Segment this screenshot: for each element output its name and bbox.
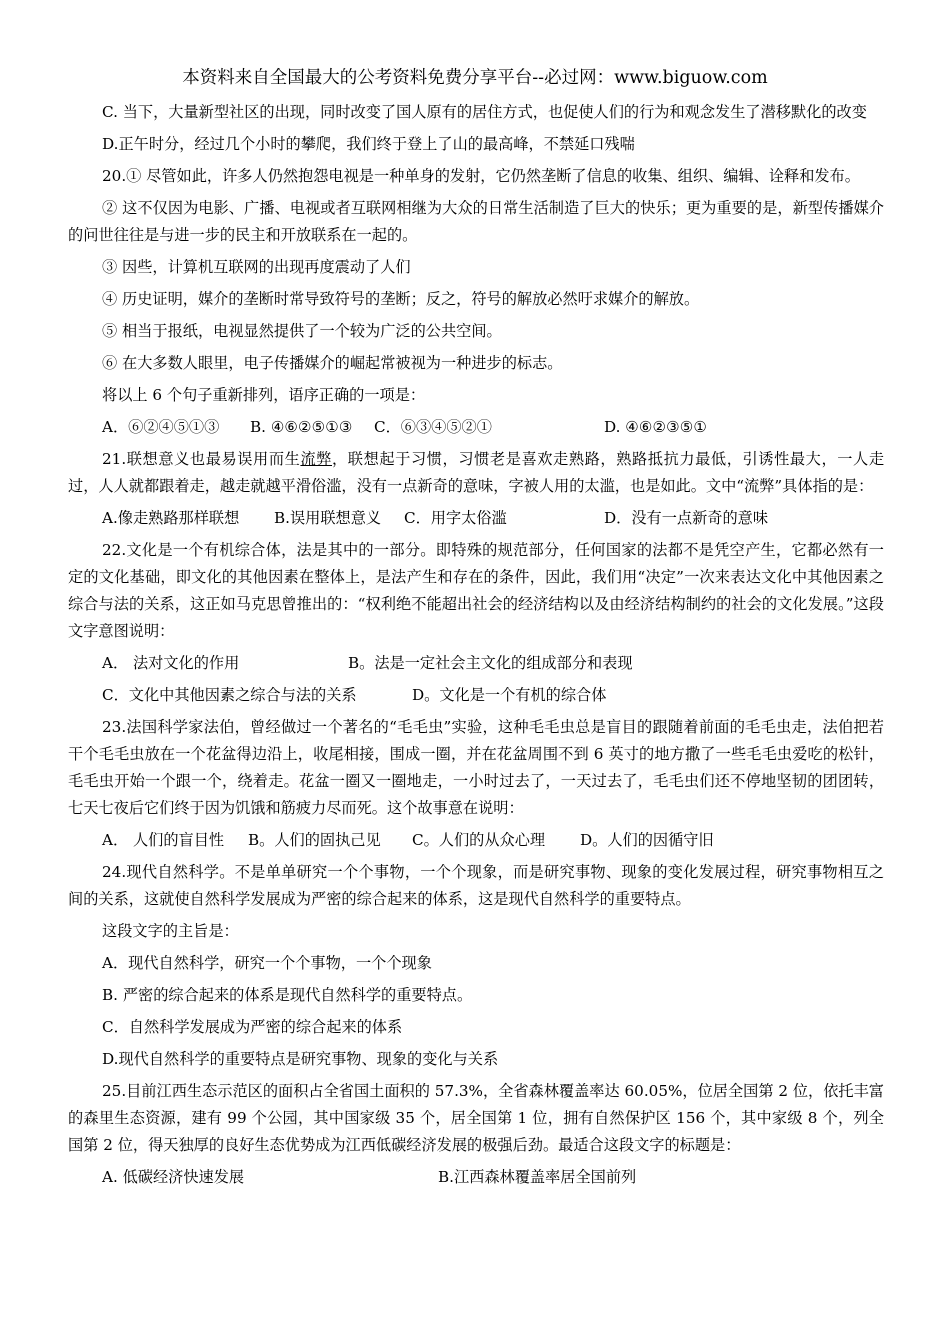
q21-option-c: C．用字太俗滥 [404, 509, 507, 527]
q21-passage [68, 443, 884, 502]
q21-options [68, 502, 884, 534]
q19-option-c: C. 当下，大量新型社区的出现，同时改变了国人原有的居住方式，也促使人们的行为和观念发生了潜移默化的改变 [102, 103, 867, 121]
q20-sentence-2: ② 这不仅因为电影、广播、电视或者互联网相继为大众的日常生活制造了巨大的快乐；更为重要的是，新型传播媒介的问世往往是与进一步的民主和开放联系在一起的。 [68, 199, 884, 244]
q22-option-d: D。文化是一个有机的综合体 [412, 686, 607, 704]
q20-option-a: A．⑥②④⑤①③ [102, 418, 220, 436]
q20-sentence-1: 20.① 尽管如此，许多人仍然抱怨电视是一种单身的发射，它仍然垄断了信息的收集、组织、编辑、诠释和发布。 [102, 167, 860, 185]
q23-option-a: A． 人们的盲目性 [102, 831, 225, 849]
page-header: 本资料来自全国最大的公考资料免费分享平台--必过网：www.biguow.com [182, 68, 768, 88]
q21-underlined-term: 流弊 [300, 450, 333, 468]
q24-stem: 这段文字的主旨是： [102, 922, 239, 940]
q21-option-d: D．没有一点新奇的意味 [604, 509, 769, 527]
q25-passage: 25.目前江西生态示范区的面积占全省国土面积的 57.3%，全省森林覆盖率达 60.05%，位居全国第 2 位，依托丰富的森里生态资源，建有 99 个公园，其中国家级 35 个，居全国第 1 位，拥有自然保护区 156 个，其中家级 8 个，列全国第 2 位，得天独厚的良好生态优势成为江西低碳经济发展的极强后劲。最适合这段文字的标题是： [68, 1082, 884, 1154]
q25-options [68, 1161, 884, 1193]
q24-passage: 24.现代自然科学。不是单单研究一个个事物，一个个现象，而是研究事物、现象的变化发展过程，研究事物相互之间的关系，这就使自然科学发展成为严密的综合起来的体系，这是现代自然科学的重要特点。 [68, 863, 884, 908]
q20-options [68, 411, 884, 443]
q25-option-a: A. 低碳经济快速发展 [102, 1168, 245, 1186]
q21-passage-end: ，联想起于习惯，习惯老是喜欢走熟路，熟路抵抗力最低，引诱性最大，一人走过，人人就都跟着走，越走就越平滑俗滥，没有一点新奇的意味，字被人用的太滥，也是如此。文中“流弊”具体指的是： [68, 450, 885, 495]
q24-option-a: A．现代自然科学，研究一个个事物，一个个现象 [102, 954, 432, 972]
q22-option-c: C．文化中其他因素之综合与法的关系 [102, 686, 357, 704]
q25-option-b: B.江西森林覆盖率居全国前列 [438, 1168, 637, 1186]
q22-options-row-2 [68, 679, 884, 711]
document-body [68, 96, 884, 1193]
q21-option-a: A.像走熟路那样联想 [102, 509, 240, 527]
q20-sentence-3: ③ 因些，计算机互联网的出现再度震动了人们 [102, 258, 411, 276]
q23-option-d: D。人们的因循守旧 [580, 831, 714, 849]
q20-option-b: B. ④⑥②⑤①③ [250, 418, 353, 436]
q21-option-b: B.误用联想意义 [274, 509, 382, 527]
q20-option-c: C．⑥③④⑤②① [374, 418, 492, 436]
q20-sentence-5: ⑤ 相当于报纸，电视显然提供了一个较为广泛的公共空间。 [102, 322, 502, 340]
q19-option-d: D.正午时分，经过几个小时的攀爬，我们终于登上了山的最高峰，不禁延口残喘 [102, 135, 635, 153]
q23-option-b: B。人们的固执己见 [248, 831, 381, 849]
q20-sentence-6: ⑥ 在大多数人眼里，电子传播媒介的崛起常被视为一种进步的标志。 [102, 354, 563, 372]
q22-option-a: A． 法对文化的作用 [102, 654, 240, 672]
q20-option-d: D. ④⑥②③⑤① [604, 418, 707, 436]
q24-option-b: B. 严密的综合起来的体系是现代自然科学的重要特点。 [102, 986, 473, 1004]
q20-sentence-4: ④ 历史证明，媒介的垄断时常导致符号的垄断；反之，符号的解放必然吁求媒介的解放。 [102, 290, 700, 308]
q22-option-b: B。法是一定社会主文化的组成部分和表现 [348, 654, 633, 672]
q24-option-d: D.现代自然科学的重要特点是研究事物、现象的变化与关系 [102, 1050, 499, 1068]
q20-stem: 将以上 6 个句子重新排列，语序正确的一项是： [102, 386, 426, 404]
q24-option-c: C．自然科学发展成为严密的综合起来的体系 [102, 1018, 403, 1036]
q22-passage: 22.文化是一个有机综合体，法是其中的一部分。即特殊的规范部分，任何国家的法都不是凭空产生，它都必然有一定的文化基础，即文化的其他因素在整体上，是法产生和存在的条件，因此，我们用“决定”一次来表达文化中其他因素之综合与法的关系，这正如马克思曾推出的：“权利绝不能超出社会的经济结构以及由经济结构制约的社会的文化发展。”这段文字意图说明： [68, 541, 884, 640]
q23-option-c: C。人们的从众心理 [412, 831, 546, 849]
q22-options-row-1 [68, 647, 884, 679]
q23-passage: 23.法国科学家法伯，曾经做过一个著名的“毛毛虫”实验，这种毛毛虫总是盲目的跟随着前面的毛毛虫走，法伯把若干个毛毛虫放在一个花盆得边沿上，收尾相接，围成一圈，并在花盆周围不到 6 英寸的地方撒了一些毛毛虫爱吃的松针，毛毛虫开始一个跟一个，绕着走。花盆一圈又一圈地走，一小时过去了，一天过去了，毛毛虫们还不停地坚韧的团团转，七天七夜后它们终于因为饥饿和筋疲力尽而死。这个故事意在说明： [68, 718, 884, 817]
q23-options [68, 824, 884, 856]
q21-passage-start: 21.联想意义也最易误用而生 [102, 450, 301, 468]
